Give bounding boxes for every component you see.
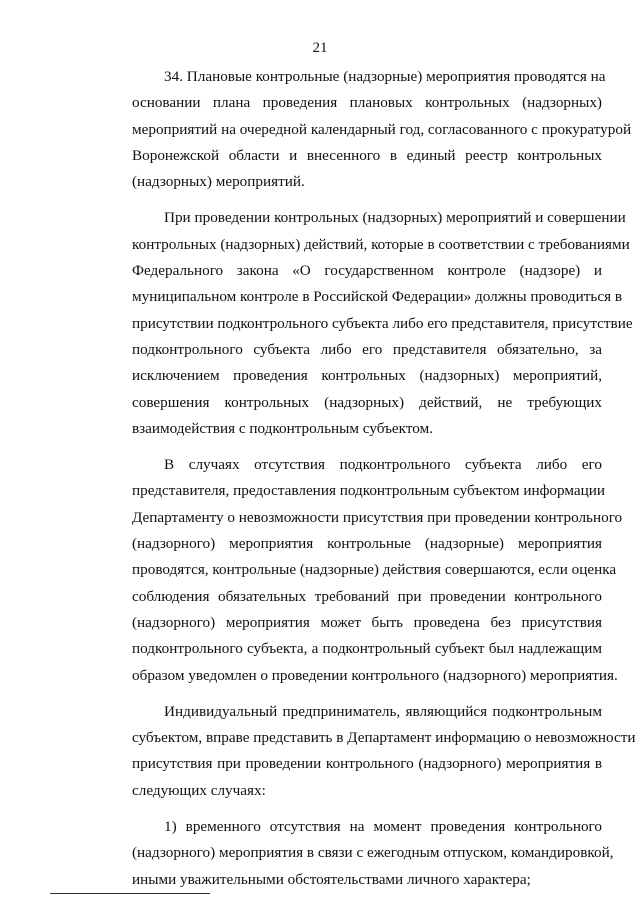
paragraph-presence <box>100 205 633 442</box>
text-line: мероприятий на очередной календарный год, согласованного с прокуратурой <box>132 120 632 138</box>
text-line: взаимодействия с подконтрольным субъектом. <box>132 419 433 437</box>
paragraph-entrepreneur <box>100 699 636 804</box>
text-line: муниципальном контроле в Российской Федерации» должны проводиться в <box>132 288 623 306</box>
text-line: При проведении контрольных (надзорных) мероприятий и совершении <box>164 209 626 227</box>
footnote-divider <box>50 893 210 894</box>
page-number: 21 <box>312 40 328 56</box>
text-line: субъектом, вправе представить в Департамент информацию о невозможности <box>132 729 636 747</box>
text-line: Федерального закона «О государственном контроле (надзоре) и <box>132 262 602 280</box>
text-line: проводятся, контрольные (надзорные) действия совершаются, если оценка <box>132 561 617 579</box>
text-line: Воронежской области и внесенного в единый реестр контрольных <box>132 146 602 164</box>
paragraph-absence <box>100 452 623 689</box>
text-line: подконтрольного субъекта, а подконтрольный субъект был надлежащим <box>132 640 602 658</box>
text-line: Департаменту о невозможности присутствия при проведении контрольного <box>132 508 623 526</box>
text-line: следующих случаях: <box>132 781 266 799</box>
text-line: присутствии подконтрольного субъекта либо его представителя, присутствие <box>132 314 633 332</box>
paragraph-34-plan <box>100 64 632 195</box>
text-line: присутствия при проведении контрольного (надзорного) мероприятия в <box>132 755 602 773</box>
text-line: совершения контрольных (надзорных) действий, не требующих <box>132 393 602 411</box>
text-line: 34. Плановые контрольные (надзорные) мероприятия проводятся на <box>164 68 606 85</box>
text-line: Индивидуальный предприниматель, являющийся подконтрольным <box>164 702 602 720</box>
text-line: образом уведомлен о проведении контрольного (надзорного) мероприятия. <box>132 666 618 684</box>
list-item-1 <box>100 814 614 893</box>
text-line: контрольных (надзорных) действий, которые в соответствии с требованиями <box>132 235 630 253</box>
text-line: 1) временного отсутствия на момент проведения контрольного <box>164 818 602 836</box>
text-line: (надзорного) мероприятия контрольные (надзорные) мероприятия <box>132 535 602 553</box>
text-line: исключением проведения контрольных (надзорных) мероприятий, <box>132 367 602 385</box>
text-line: иными уважительными обстоятельствами личного характера; <box>132 870 531 888</box>
text-line: (надзорных) мероприятий. <box>132 173 305 191</box>
text-line: В случаях отсутствия подконтрольного субъекта либо его <box>164 456 602 474</box>
text-line: соблюдения обязательных требований при проведении контрольного <box>132 587 602 605</box>
text-line: (надзорного) мероприятия может быть проведена без присутствия <box>132 613 602 631</box>
text-line: представителя, предоставления подконтрольным субъектом информации <box>132 482 606 500</box>
text-line: (надзорного) мероприятия в связи с ежегодным отпуском, командировкой, <box>132 844 614 862</box>
document-body <box>100 64 636 893</box>
text-line: подконтрольного субъекта либо его представителя обязательно, за <box>132 340 602 358</box>
text-line: основании плана проведения плановых контрольных (надзорных) <box>132 94 602 112</box>
